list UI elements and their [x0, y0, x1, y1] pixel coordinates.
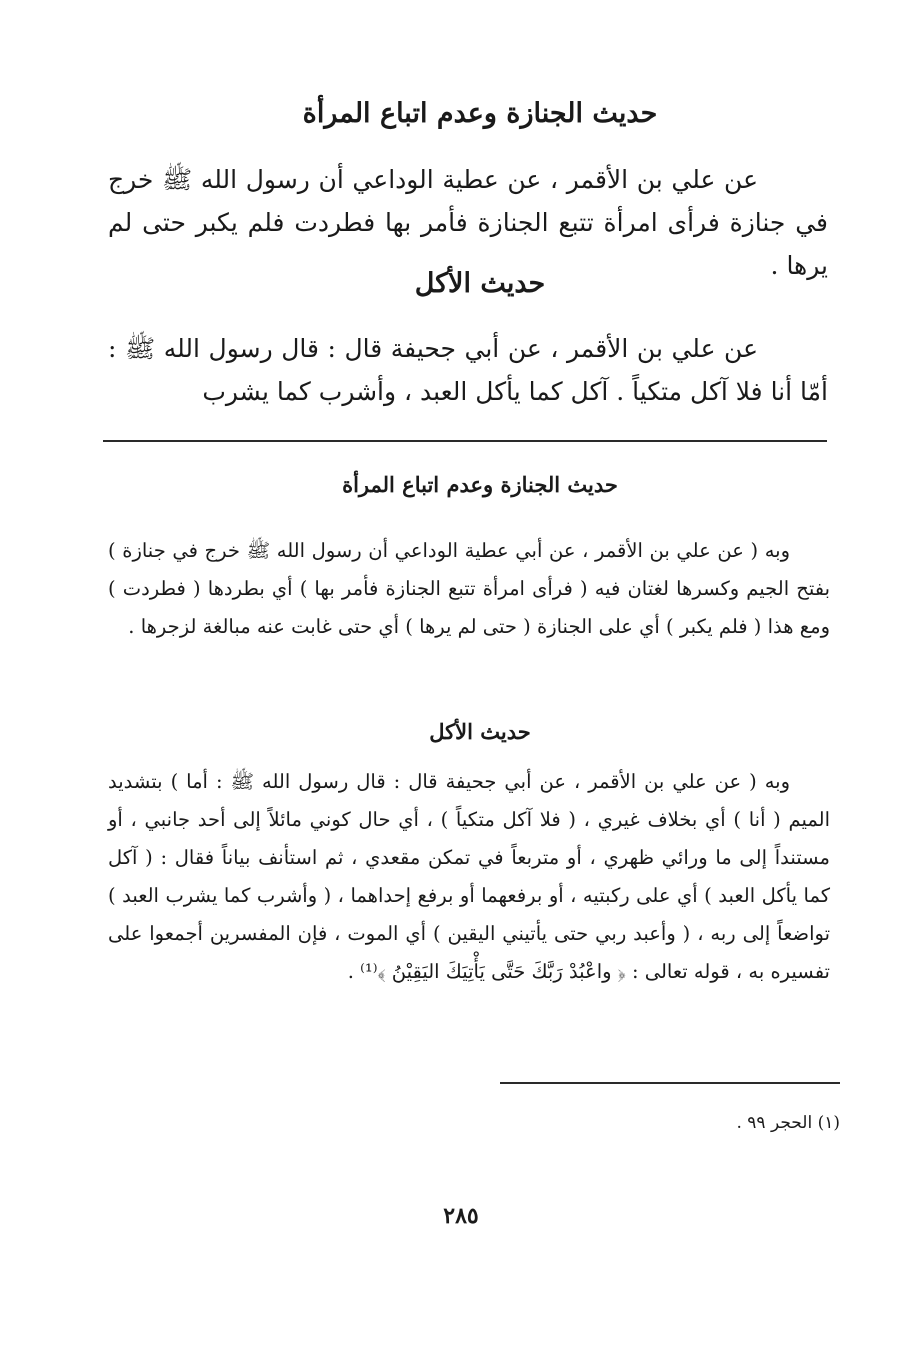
matn-heading-eating: حديث الأكل — [414, 268, 546, 299]
page-number: ٢٨٥ — [443, 1203, 479, 1229]
matn-text-eating: عن علي بن الأقمر ، عن أبي جحيفة قال : قال رسول الله ﷺ : أمّا أنا فلا آكل متكياً . آكل كما يأكل العبد ، وأشرب كما يشرب — [108, 334, 828, 406]
matn-text-funeral: عن علي بن الأقمر ، عن عطية الوداعي أن رسول الله ﷺ خرج في جنازة فرأى امرأة تتبع الجنازة فأمر بها فطردت فلم يكبر حتى لم يرها . — [108, 165, 828, 280]
matn-heading-funeral: حديث الجنازة وعدم اتباع المرأة — [302, 98, 658, 129]
sharh-heading-funeral: حديث الجنازة وعدم اتباع المرأة — [342, 472, 618, 497]
section-divider — [103, 440, 827, 442]
footnote-divider — [500, 1082, 840, 1084]
sharh-text-eating: وبه ( عن علي بن الأقمر ، عن أبي جحيفة قال : قال رسول الله ﷺ : أما ) بتشديد الميم ( أنا ) أي بخلاف غيري ، ( فلا آكل متكياً ) ، أي حال كوني مائلاً إلى أحد جانبي ، أو مستنداً إلى ما ورائي ظهري ، أو متربعاً في تمكن مقعدي ، ثم استأنف بياناً فقال : ( آكل كما يأكل العبد ) أي على ركبتيه ، أو برفعهما أو برفع إحداهما ، ( وأشرب كما يشرب العبد ) تواضعاً إلى ربه ، ( وأعبد ربي حتى يأتيني اليقين ) أي الموت ، فإن المفسرين أجمعوا على تفسيره به ، قوله تعالى : ﴿ واعْبُدْ رَبَّكَ حَتَّى يَأْتِيَكَ اليَقِيْنُ ﴾⁽¹⁾ . — [108, 770, 830, 983]
sharh-text-funeral: وبه ( عن علي بن الأقمر ، عن أبي عطية الوداعي أن رسول الله ﷺ خرج في جنازة ) بفتح الجيم وكسرها لغتان فيه ( فرأى امرأة تتبع الجنازة فأمر بها ) أي بطردها ( فطردت ) ومع هذا ( فلم يكبر ) أي على الجنازة ( حتى لم يرها ) أي حتى غابت عنه مبالغة لزجرها . — [108, 539, 830, 638]
footnote: (١) الحجر ٩٩ . — [736, 1113, 840, 1133]
sharh-heading-eating: حديث الأكل — [429, 719, 531, 744]
